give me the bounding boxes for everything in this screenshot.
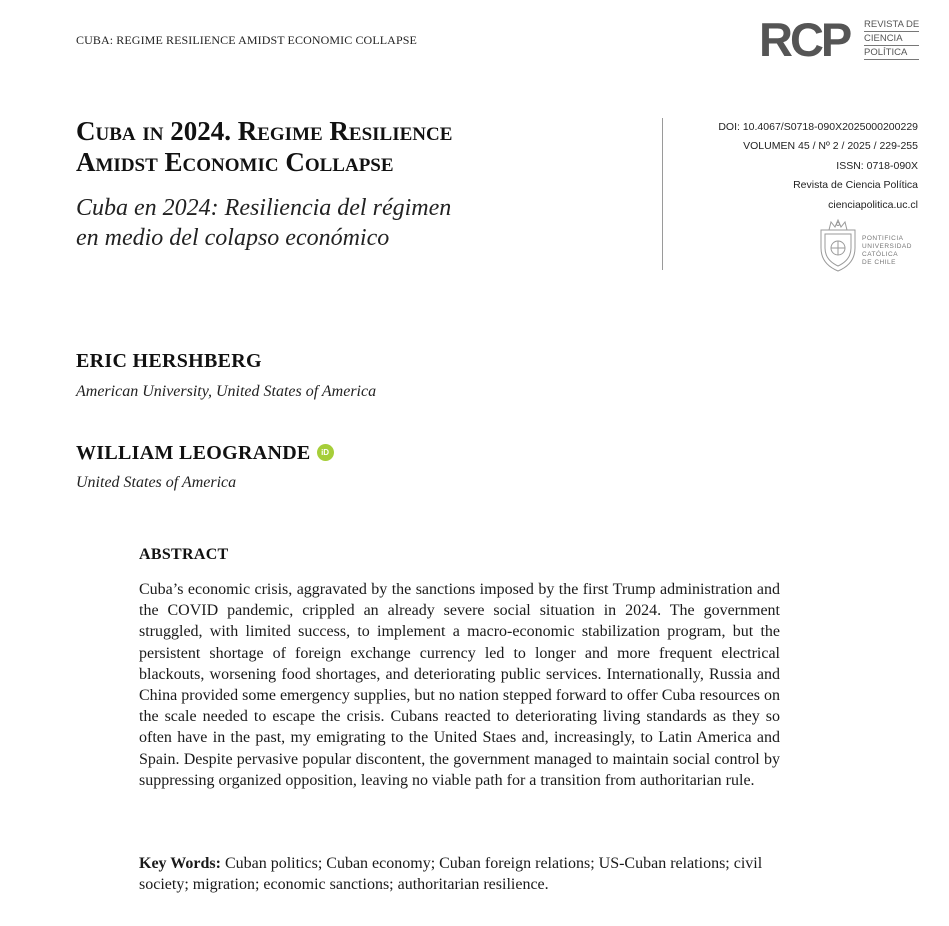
university-name	[862, 235, 912, 267]
journal-logo	[759, 13, 924, 66]
abstract-heading: ABSTRACT	[139, 546, 229, 563]
journal-logo-word: REVISTA DE	[864, 19, 920, 30]
article-title-spanish	[76, 193, 636, 253]
university-seal-icon	[817, 218, 859, 274]
university-name-line: PONTIFICIA	[862, 235, 904, 242]
author-name: ERIC HERSHBERG	[76, 350, 262, 372]
author-name-row	[76, 442, 334, 465]
journal-logo-word: POLÍTICA	[864, 46, 919, 60]
author-affiliation: United States of America	[76, 474, 237, 491]
running-head: CUBA: REGIME RESILIENCE AMIDST ECONOMIC COLLAPSE	[76, 33, 417, 47]
journal-logo-word: CIENCIA	[864, 32, 919, 46]
keywords	[139, 853, 780, 895]
author-name: WILLIAM LEOGRANDE	[76, 442, 311, 464]
doi[interactable]: DOI: 10.4067/S0718-090X2025000200229	[718, 121, 918, 133]
keywords-label: Key Words:	[139, 855, 221, 872]
journal-logo-letters: RCP	[759, 13, 850, 66]
article-metadata	[658, 118, 918, 215]
university-name-line: DE CHILE	[862, 259, 896, 266]
journal-website-link[interactable]: cienciapolitica.uc.cl	[828, 198, 918, 211]
orcid-icon[interactable]: iD	[317, 444, 334, 461]
article-title-spanish-line: en medio del colapso económico	[76, 225, 390, 251]
article-title-spanish-line: Cuba en 2024: Resiliencia del régimen	[76, 195, 452, 221]
keywords-text: Cuban politics; Cuban economy; Cuban foreign relations; US-Cuban relations; civil society; migration; economic sanctions; authoritarian resilience.	[139, 855, 763, 894]
journal-logo-words	[864, 18, 919, 60]
journal-name: Revista de Ciencia Política	[793, 179, 918, 192]
author-affiliation: American University, United States of America	[76, 383, 377, 400]
university-logo	[817, 218, 927, 274]
article-title-english-line: Amidst Economic Collapse	[76, 147, 394, 177]
issn: ISSN: 0718-090X	[836, 159, 918, 172]
article-title-english	[76, 116, 636, 178]
university-name-line: CATÓLICA	[862, 251, 899, 258]
article-title-english-line: Cuba in 2024. Regime Resilience	[76, 116, 453, 146]
volume-info: VOLUMEN 45 / Nº 2 / 2025 / 229-255	[743, 140, 918, 153]
abstract-text: Cuba’s economic crisis, aggravated by the sanctions imposed by the first Trump administration and the COVID pandemic, crippled an already severe social situation in 2024. The government struggled, with limited success, to implement a macro-economic stabilization program, but the persistent shortage of foreign exchange currency led to longer and more frequent electrical blackouts, worsening food shortages, and deteriorating public services. Internationally, Russia and China provided some emergency supplies, but no nation stepped forward to offer Cuba resources on the scale needed to escape the crisis. Cubans reacted to deteriorating living standards as they so often have in the past, my emigrating to the United Staes and, increasingly, to Latin America and Spain. Despite pervasive popular discontent, the government managed to maintain social control by suppressing organized opposition, leaving no viable path for a transition from authoritarian rule.	[139, 581, 780, 789]
university-name-line: UNIVERSIDAD	[862, 243, 912, 250]
